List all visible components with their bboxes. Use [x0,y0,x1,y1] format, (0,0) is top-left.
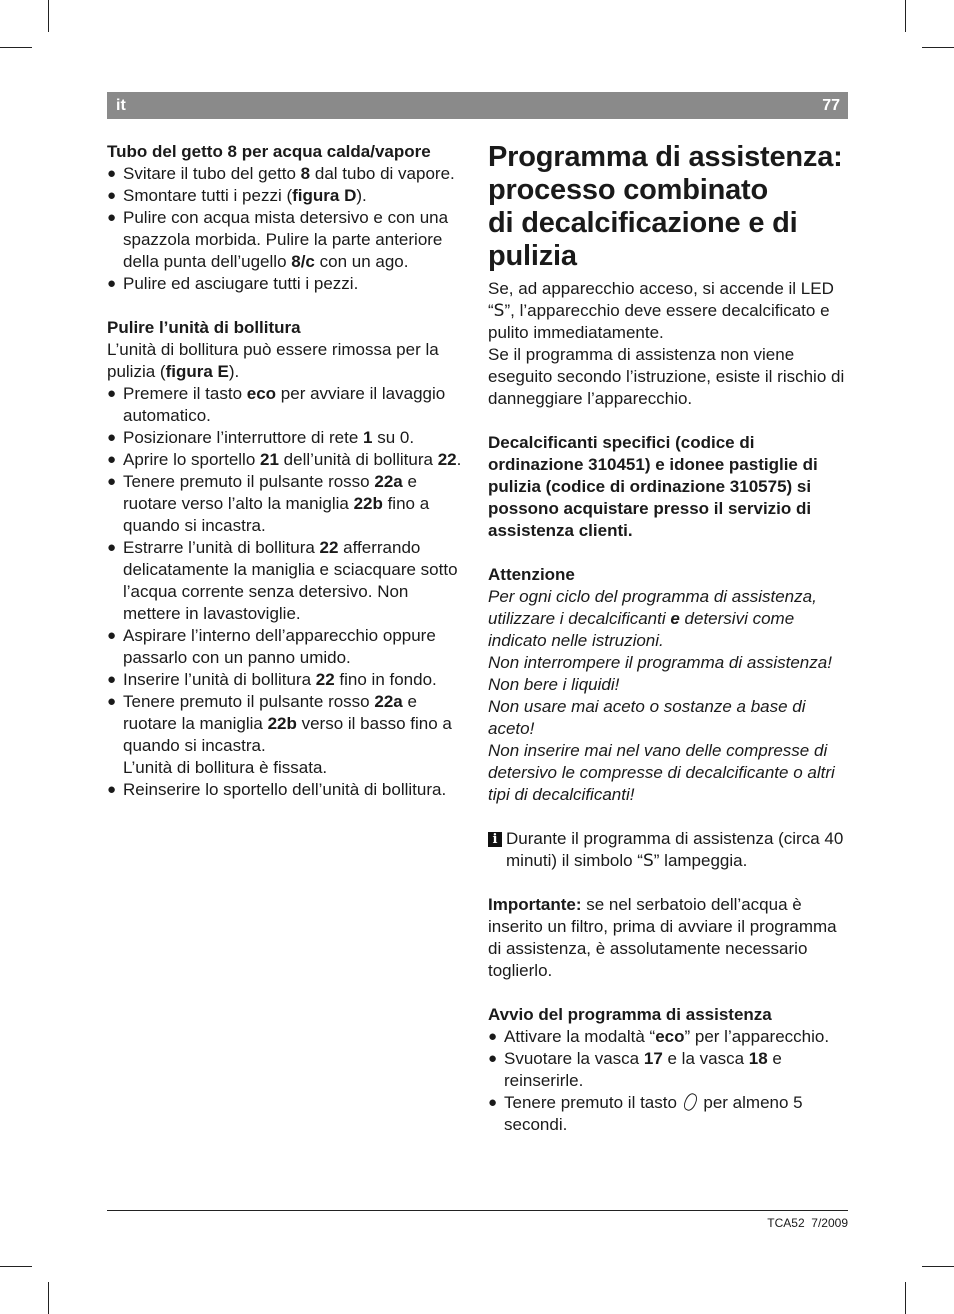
bullet-icon: ● [107,385,117,402]
bullet-icon: ● [107,473,117,490]
order-info-paragraph: Decalcificanti specifici (codice di ordinazione 310451) e idonee pastiglie di pulizia (codice di ordinazione 310575) si possono acquistare presso il servizio di assistenza clienti. [488,433,818,540]
crop-mark [0,1266,32,1267]
bullet-icon: ● [107,671,117,688]
important-note: Importante: se nel serbatoio dell’acqua è inserito un filtro, prima di avviare il programma di assistenza, è assolutamente necessario toglierlo. [488,895,837,980]
list-item: ● Posizionare l’interruttore di rete 1 su 0. [107,428,415,447]
list-item: ● Reinserire lo sportello dell’unità di bollitura. [107,780,447,799]
list-item: ● Aprire lo sportello 21 dell’unità di bollitura 22. [107,450,462,469]
list-item: ● Svitare il tubo del getto 8 dal tubo di vapore. [107,164,455,183]
footer-divider [107,1210,848,1211]
service-symbol-icon: S [493,301,505,321]
info-note: i Durante il programma di assistenza (circa 40 minuti) il simbolo “S” lampeggia. [488,828,850,872]
list-item: ● Attivare la modaltà “eco” per l’apparecchio. [488,1027,830,1046]
bullet-icon: ● [488,1050,498,1067]
risk-paragraph: Se il programma di assistenza non viene eseguito secondo l’istruzione, esiste il rischio di danneggiare l’apparecchio. [488,345,845,408]
start-program-steps [488,1026,850,1136]
attention-heading: Attenzione [488,565,575,584]
service-symbol-icon: S [642,851,654,871]
brewing-unit-intro: L’unità di bollitura può essere rimossa per la pulizia (figura E). [107,340,439,381]
bullet-icon: ● [107,693,117,710]
bullet-icon: ● [107,781,117,798]
edition-date: 7/2009 [811,1216,848,1230]
intro-paragraph: Se, ad apparecchio acceso, si accende il LED “S”, l’apparecchio deve essere decalcificato e pulito immediatamente. [488,279,834,342]
list-item: ● Premere il tasto eco per avviare il lavaggio automatico. [107,384,446,425]
bullet-icon: ● [107,209,117,226]
list-item: ● Inserire l’unità di bollitura 22 fino in fondo. [107,670,437,689]
steam-tube-steps [107,163,469,295]
attention-line: Non inserire mai nel vano delle compresse di detersivo le compresse di decalcificante o altri tipi di decalcificanti! [488,741,835,804]
crop-mark [905,0,906,32]
list-item: ● Pulire con acqua mista detersivo e con una spazzola morbida. Pulire la parte anteriore della punta dell’ugello 8/c con un ago. [107,208,449,271]
bullet-icon: ● [107,627,117,644]
attention-line: Non bere i liquidi! [488,675,620,694]
clean-button-icon [681,1092,699,1113]
list-item: ● Tenere premuto il tasto per almeno 5 secondi. [488,1093,803,1134]
attention-line: Per ogni ciclo del programma di assistenza, utilizzare i decalcificanti e detersivi come indicato nelle istruzioni. [488,587,817,650]
list-item: ● Aspirare l’interno dell’apparecchio oppure passarlo con un panno umido. [107,626,436,667]
info-icon: i [488,832,502,847]
bullet-icon: ● [488,1028,498,1045]
list-item: ● Estrarre l’unità di bollitura 22 afferrando delicatamente la maniglia e sciacquare sotto l’acqua corrente senza detersivo. Non mettere in lavastoviglie. [107,538,458,623]
bullet-icon: ● [107,429,117,446]
section-heading-brewing-unit: Pulire l’unità di bollitura [107,318,301,337]
bullet-icon: ● [107,165,117,182]
brewing-unit-steps [107,383,469,801]
list-item: ● Smontare tutti i pezzi (figura D). [107,186,367,205]
crop-mark [905,1282,906,1314]
list-item: ● Svuotare la vasca 17 e la vasca 18 e reinserirle. [488,1049,782,1090]
list-item: ● Tenere premuto il pulsante rosso 22a e ruotare la maniglia 22b verso il basso fino a quando si incastra. L’unità di bollitura è fissata. [107,692,452,777]
attention-line: Non usare mai aceto o sostanze a base di aceto! [488,697,806,738]
section-heading-steam-tube: Tubo del getto 8 per acqua calda/vapore [107,142,431,161]
right-column [488,141,850,1136]
crop-mark [922,47,954,48]
model-code: TCA52 [767,1216,805,1230]
start-program-heading: Avvio del programma di assistenza [488,1005,772,1024]
bullet-icon: ● [488,1094,498,1111]
crop-mark [48,1282,49,1314]
crop-mark [922,1266,954,1267]
list-item: ● Pulire ed asciugare tutti i pezzi. [107,274,359,293]
crop-mark [48,0,49,32]
bullet-icon: ● [107,451,117,468]
bullet-icon: ● [107,275,117,292]
language-code: it [116,96,126,114]
bullet-icon: ● [107,187,117,204]
bullet-icon: ● [107,539,117,556]
list-item: ● Tenere premuto il pulsante rosso 22a e ruotare verso l’alto la maniglia 22b fino a quando si incastra. [107,472,430,535]
crop-mark [0,47,32,48]
footer-model-info [767,1216,848,1230]
page-header-bar [107,92,848,119]
attention-line: Non interrompere il programma di assistenza! [488,653,832,672]
left-column [107,141,469,801]
page-title: Programma di assistenza: processo combinato di decalcificazione e di pulizia [488,141,843,272]
page-number: 77 [822,96,840,114]
